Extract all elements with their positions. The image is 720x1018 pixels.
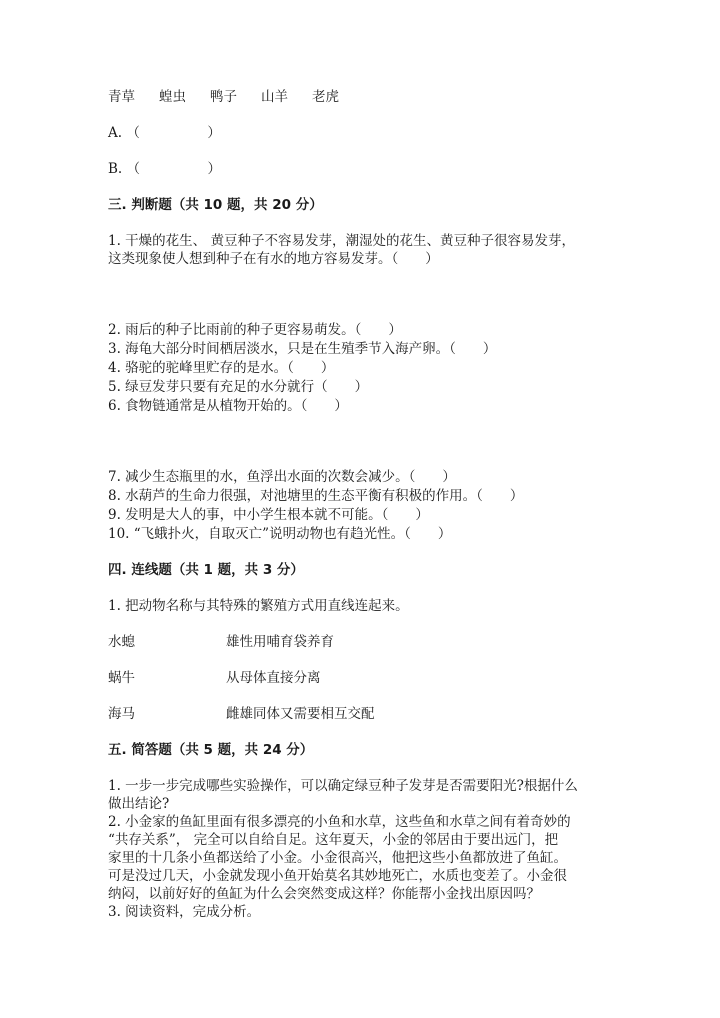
short-answer-2: 2. 小金家的鱼缸里面有很多漂亮的小鱼和水草，这些鱼和水草之间有着奇妙的 <box>108 814 571 830</box>
judge-question-10: 10. “飞蛾扑火，自取灭亡”说明动物也有趋光性。（ ） <box>108 526 452 542</box>
match-method: 雌雄同体又需要相互交配 <box>226 706 375 722</box>
short-answer-2-cont: 纳闷，以前好好的鱼缸为什么会突然变成这样？你能帮小金找出原因吗？ <box>108 886 540 902</box>
judge-question-6: 6. 食物链通常是从植物开始的。（ ） <box>108 398 348 414</box>
judge-question-1-cont: 这类现象使人想到种子在有水的地方容易发芽。（ ） <box>108 251 439 267</box>
match-animal: 蜗牛 <box>108 670 135 686</box>
short-answer-2-cont: 可是没过几天，小金就发现小鱼开始莫名其妙地死亡，水质也变差了。小金很 <box>108 868 567 884</box>
judge-question-3: 3. 海龟大部分时间栖居淡水，只是在生殖季节入海产卵。（ ） <box>108 341 497 357</box>
word-item: 蝗虫 <box>159 89 186 105</box>
section-4-heading: 四. 连线题（共 1 题，共 3 分） <box>108 562 304 578</box>
word-item: 山羊 <box>261 89 288 105</box>
judge-question-2: 2. 雨后的种子比雨前的种子更容易萌发。（ ） <box>108 322 402 338</box>
short-answer-3: 3. 阅读资料，完成分析。 <box>108 904 261 920</box>
match-animal: 水螅 <box>108 634 135 650</box>
short-answer-1: 1. 一步一步完成哪些实验操作，可以确定绿豆种子发芽是否需要阳光?根据什么 <box>108 778 578 794</box>
section-5-heading: 五. 简答题（共 5 题，共 24 分） <box>108 742 314 758</box>
short-answer-1-cont: 做出结论? <box>108 796 170 812</box>
judge-question-9: 9. 发明是大人的事，中小学生根本就不可能。（ ） <box>108 507 429 523</box>
match-method: 从母体直接分离 <box>226 670 321 686</box>
judge-question-7: 7. 减少生态瓶里的水，鱼浮出水面的次数会减少。（ ） <box>108 469 456 485</box>
judge-question-1: 1. 干燥的花生、 黄豆种子不容易发芽，潮湿处的花生、黄豆种子很容易发芽， <box>108 233 575 249</box>
judge-question-4: 4. 骆驼的驼峰里贮存的是水。（ ） <box>108 360 335 376</box>
answer-line-b: B. （ ） <box>108 161 222 177</box>
judge-question-8: 8. 水葫芦的生命力很强，对池塘里的生态平衡有积极的作用。（ ） <box>108 488 524 504</box>
word-item: 青草 <box>108 89 135 105</box>
short-answer-2-cont: “共存关系”， 完全可以自给自足。这年夏天，小金的邻居由于要出远门，把 <box>108 832 559 848</box>
word-item: 鸭子 <box>210 89 237 105</box>
judge-question-5: 5. 绿豆发芽只要有充足的水分就行（ ） <box>108 379 369 395</box>
organism-word-list <box>108 88 363 106</box>
match-animal: 海马 <box>108 706 135 722</box>
short-answer-2-cont: 家里的十几条小鱼都送给了小金。小金很高兴，他把这些小鱼都放进了鱼缸。 <box>108 850 567 866</box>
section-3-heading: 三. 判断题（共 10 题，共 20 分） <box>108 197 323 213</box>
match-method: 雄性用哺育袋养育 <box>226 634 334 650</box>
answer-line-a: A. （ ） <box>108 125 221 141</box>
word-item: 老虎 <box>312 89 339 105</box>
match-question-1: 1. 把动物名称与其特殊的繁殖方式用直线连起来。 <box>108 598 409 614</box>
